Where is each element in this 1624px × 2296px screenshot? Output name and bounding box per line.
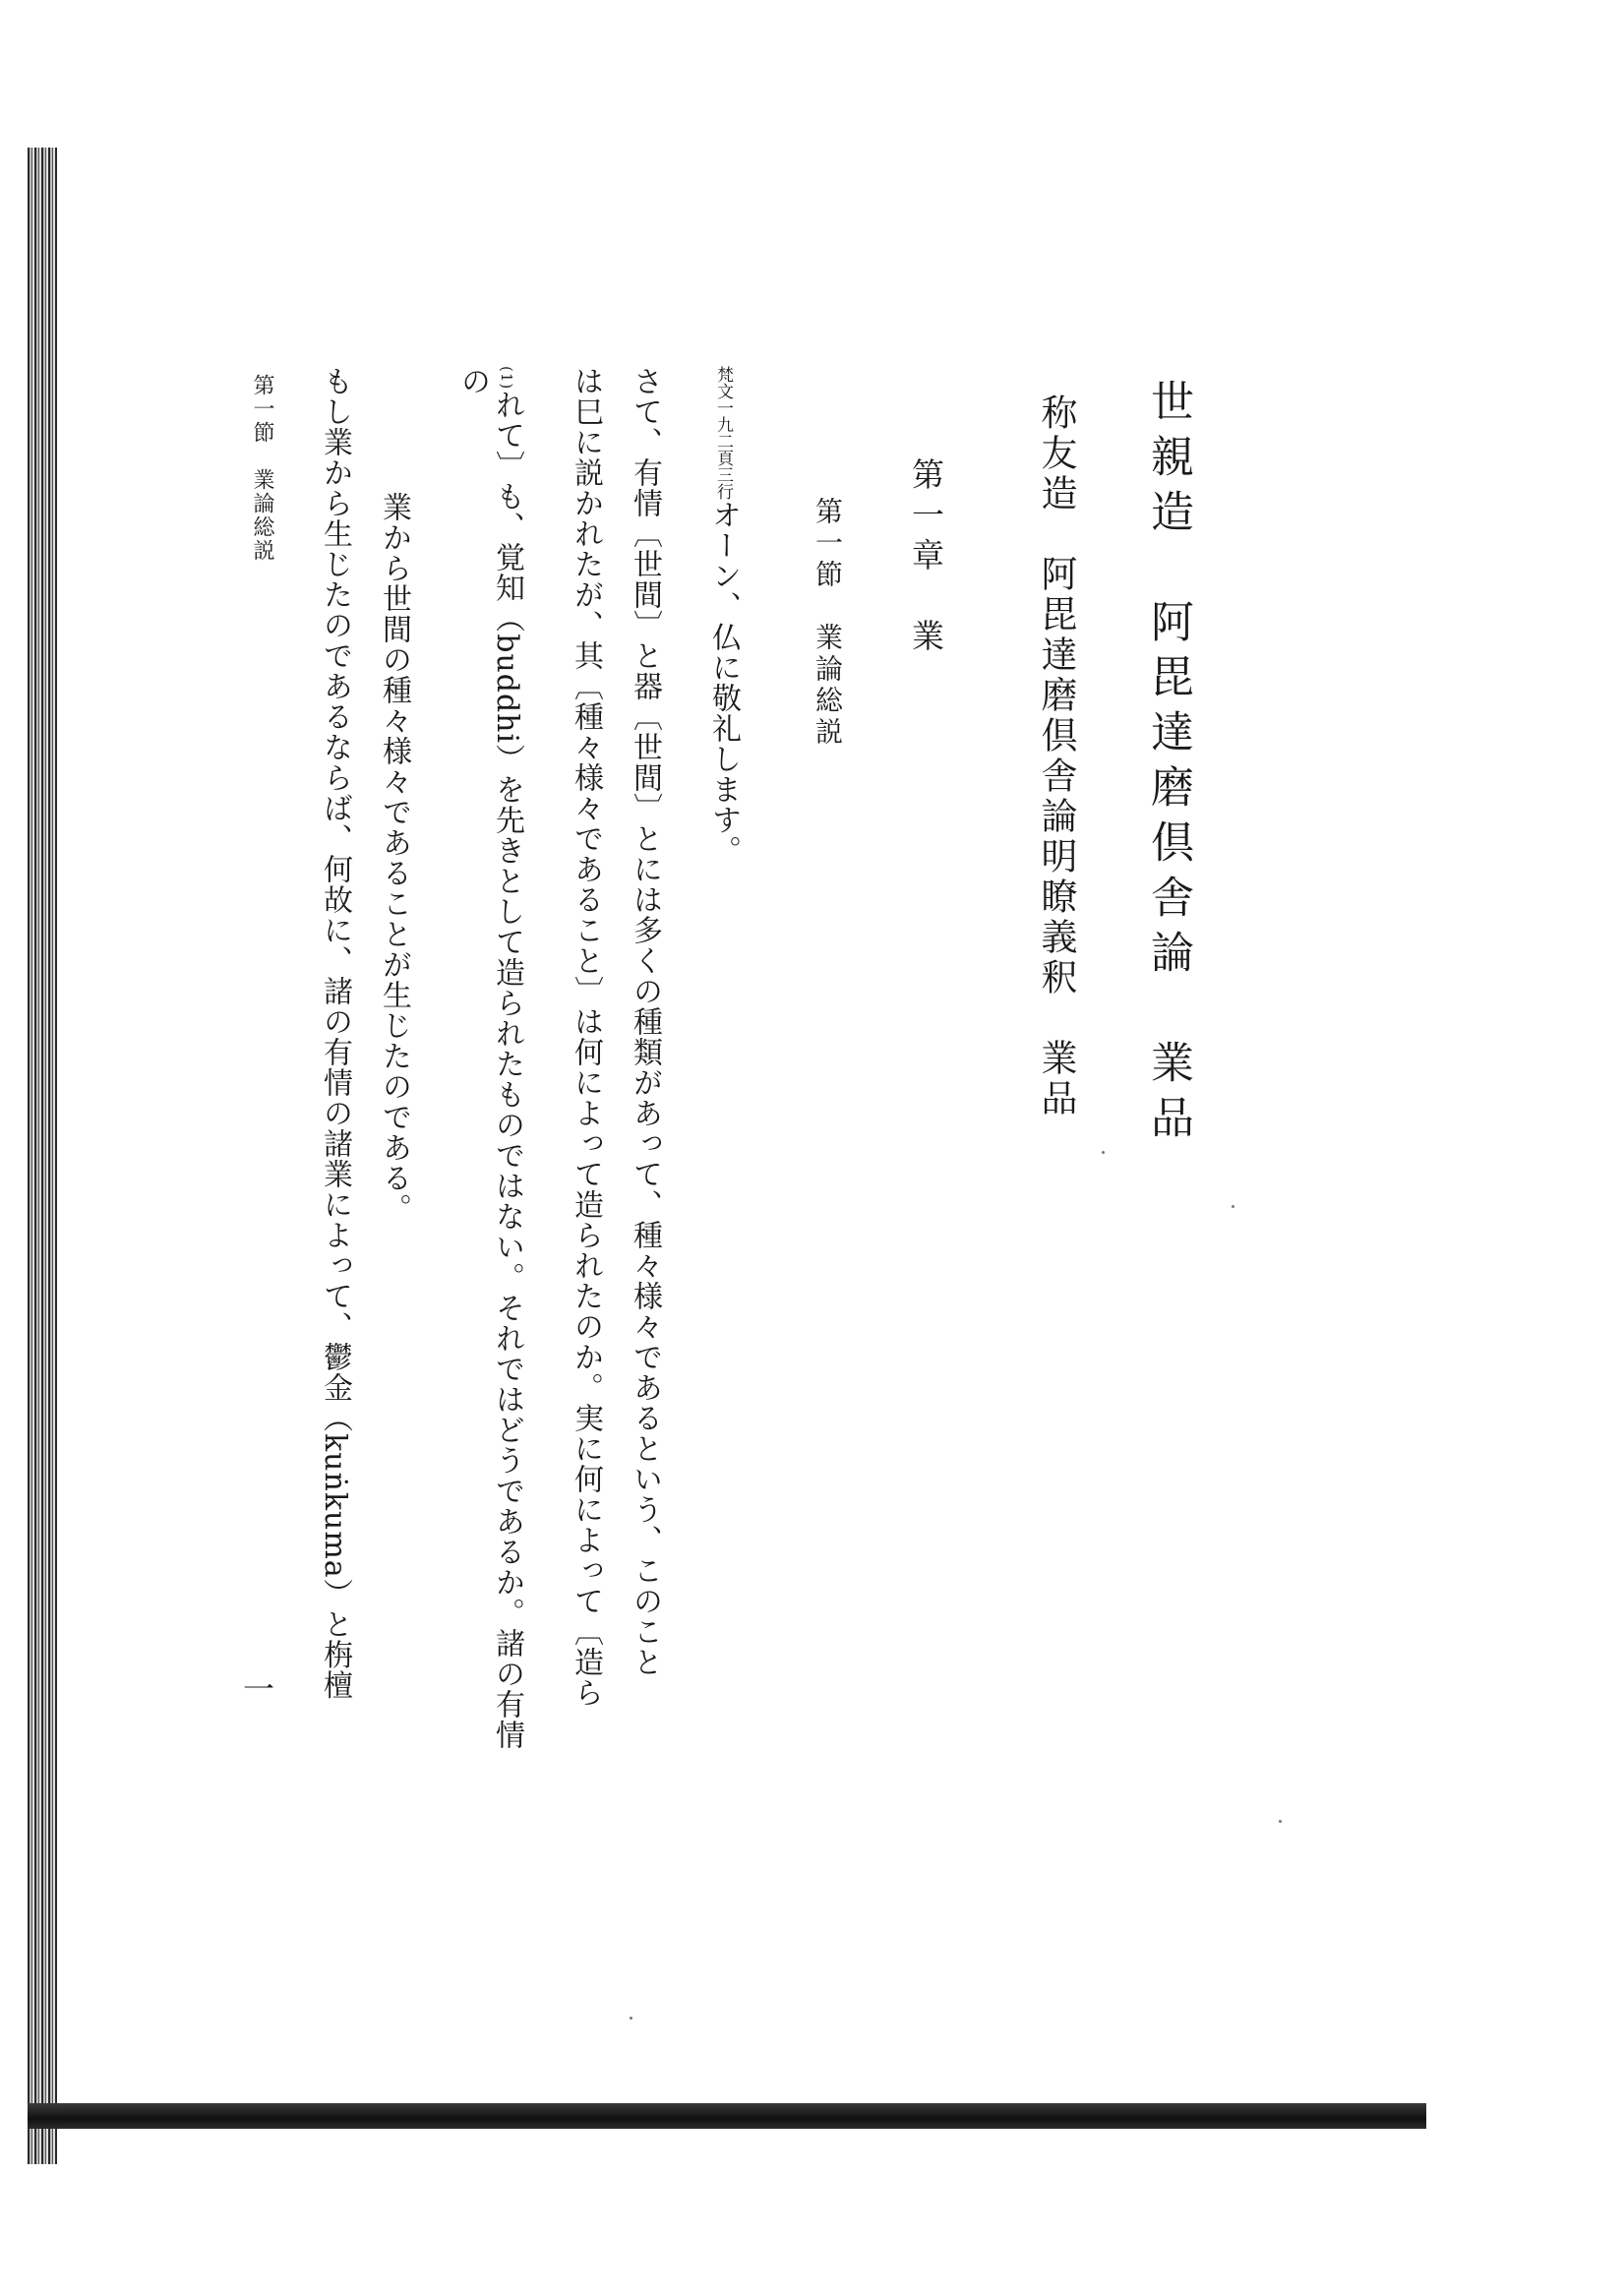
page-number: 一 xyxy=(238,1672,275,1704)
page-title: 世親造 阿毘達磨倶舎論 業品 xyxy=(1143,379,1193,1150)
body-line: もし業から生じたのであるならば、何故に、諸の有情の諸業によって、鬱金（kuṅkuma）と栴檀 xyxy=(318,366,352,1701)
body-line-text: れて〕も、覚知（buddhi）を先きとして造られたものではない。それではどうであるか。諸の有情 xyxy=(490,390,524,1751)
opening-line xyxy=(706,366,741,866)
note-marker: (1) xyxy=(498,366,515,391)
body-line: の xyxy=(455,366,490,396)
book-binding xyxy=(28,148,57,2164)
scan-speck xyxy=(1232,1205,1234,1208)
opening-text: オーン、仏に敬礼します。 xyxy=(706,500,741,866)
scan-speck xyxy=(1279,1820,1282,1823)
body-line: 業から世間の種々様々であることが生じたのである。 xyxy=(377,492,411,1224)
body-line xyxy=(490,366,524,1751)
scan-speck xyxy=(1102,1151,1105,1154)
chapter-heading: 第一章 業 xyxy=(907,457,945,659)
running-head: 第一節 業論総説 xyxy=(250,374,274,563)
body-line: は巳に説かれたが、其〔種々様々であること〕は何によって造られたのか。実に何によって〔造ら xyxy=(569,366,603,1708)
section-heading: 第一節 業論総説 xyxy=(812,497,844,749)
scan-speck xyxy=(630,2017,632,2020)
page-subtitle: 称友造 阿毘達磨倶舎論明瞭義釈 業品 xyxy=(1035,393,1077,1119)
scan-edge-bar xyxy=(28,2103,1426,2129)
body-line: さて、有情〔世間〕と器〔世間〕とには多くの種類があって、種々様々であるという、このこと xyxy=(628,366,662,1677)
page-reference-annotation: 梵文一九二頁三行 xyxy=(713,366,733,500)
